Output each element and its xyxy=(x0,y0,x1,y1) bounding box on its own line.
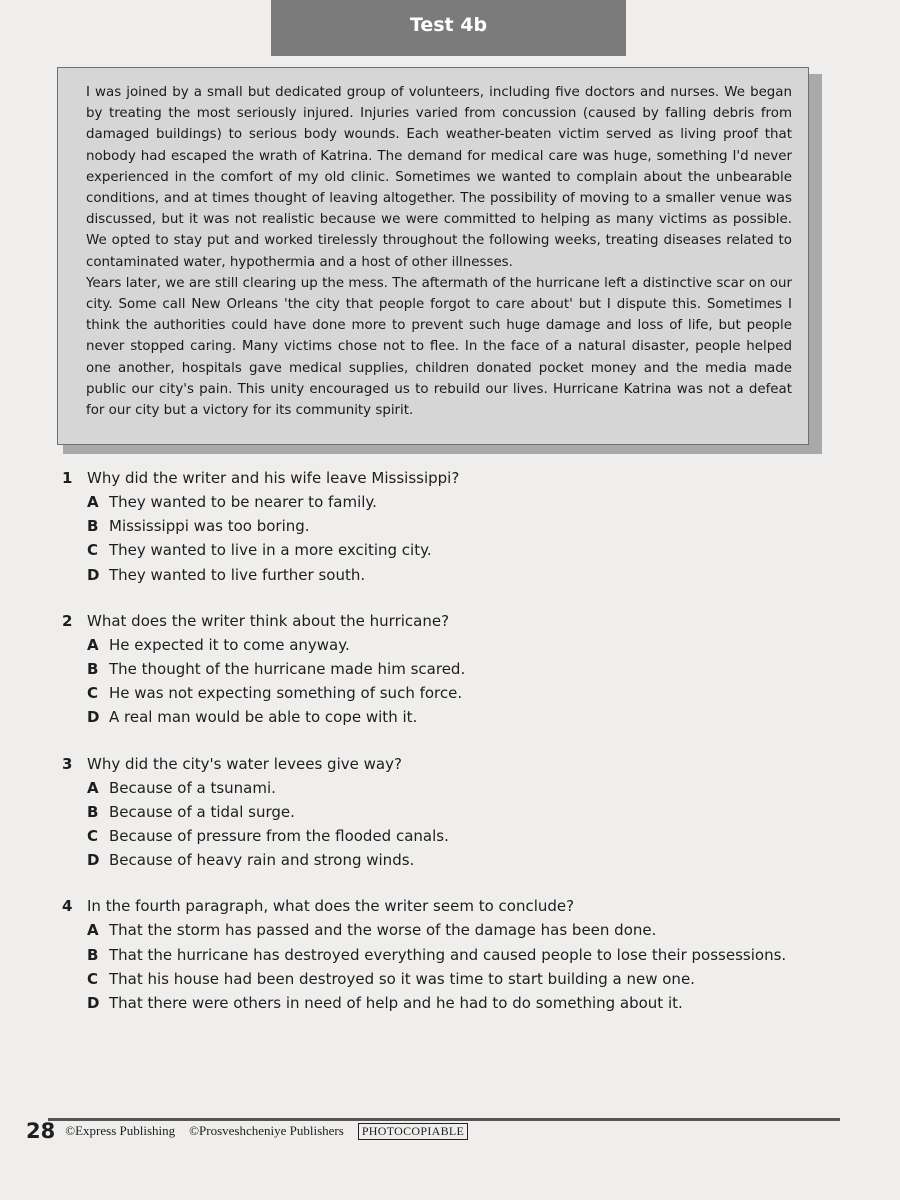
question-number: 4 xyxy=(62,897,73,916)
option-letter: D xyxy=(87,708,100,727)
question-3 xyxy=(62,752,842,873)
answer-option xyxy=(87,538,842,562)
answer-option xyxy=(87,490,842,514)
answer-option xyxy=(87,967,842,991)
answer-option xyxy=(87,776,842,800)
test-title: Test 4b xyxy=(409,14,488,36)
answer-option xyxy=(87,800,842,824)
option-text: Mississippi was too boring. xyxy=(109,517,310,536)
publisher-credit: ©Express Publishing xyxy=(65,1123,176,1138)
question-text: Why did the writer and his wife leave Mississippi? xyxy=(87,469,460,487)
publisher-credit: ©Prosveshcheniye Publishers xyxy=(189,1123,344,1138)
option-text: They wanted to be nearer to family. xyxy=(109,493,377,511)
page-number: 28 xyxy=(26,1119,56,1143)
option-text: Because of pressure from the flooded canals. xyxy=(109,827,449,846)
answer-option xyxy=(87,705,842,729)
option-letter: A xyxy=(87,778,99,797)
option-letter: C xyxy=(87,969,99,988)
option-letter: B xyxy=(87,945,99,964)
passage-paragraph: Years later, we are still clearing up the mess. The aftermath of the hurricane left a distinctive scar on our city. Some call New Orleans 'the city that people forgot to care about' but I dispute this. Sometimes I think the authorities could have done more to prevent such huge damage and loss of life, but people never stopped caring. Many victims chose not to flee. In the face of a natural disaster, people helped one another, hospitals gave medical supplies, children donated pocket money and the media made public our city's pain. This unity encouraged us to rebuild our lives. Hurricane Katrina was not a defeat for our city but a victory for its community spirit. xyxy=(86,275,792,419)
option-text: He expected it to come anyway. xyxy=(109,635,350,654)
question-list xyxy=(62,466,842,1037)
question-4 xyxy=(62,894,842,1015)
answer-option xyxy=(87,943,842,967)
option-text: Because of a tsunami. xyxy=(109,778,276,797)
answer-option xyxy=(87,824,842,848)
photocopiable-badge: PHOTOCOPIABLE xyxy=(358,1123,468,1140)
option-letter: A xyxy=(87,921,99,940)
option-text: They wanted to live in a more exciting city. xyxy=(109,541,432,560)
answer-option xyxy=(87,657,842,681)
option-text: That the hurricane has destroyed everything and caused people to lose their possessions. xyxy=(109,945,787,964)
question-text: Why did the city's water levees give way? xyxy=(87,754,402,773)
answer-option xyxy=(87,918,842,942)
answer-option xyxy=(87,514,842,538)
page-footer xyxy=(26,1119,468,1143)
option-letter: D xyxy=(87,994,100,1013)
option-text: That there were others in need of help and he had to do something about it. xyxy=(109,994,683,1013)
test-title-tab xyxy=(271,0,626,56)
option-letter: A xyxy=(87,493,99,511)
option-letter: C xyxy=(87,541,99,560)
passage-paragraph: I was joined by a small but dedicated group of volunteers, including five doctors and nurses. We began by treating the most seriously injured. Injuries varied from concussion (caused by falling debris from damaged buildings) to serious body wounds. Each weather-beaten victim served as living proof that nobody had escaped the wrath of Katrina. The demand for medical care was huge, something I'd never experienced in the comfort of my old clinic. Sometimes we wanted to complain about the unbearable conditions, and at times thought of leaving altogether. The possibility of moving to a smaller venue was discussed, but it was not realistic because we were committed to helping as many victims as possible. We opted to stay put and worked tirelessly throughout the following weeks, treating diseases related to contaminated water, hypothermia and a host of other illnesses. xyxy=(86,85,792,270)
question-number: 3 xyxy=(62,754,73,773)
option-letter: C xyxy=(87,684,99,703)
option-text: That his house had been destroyed so it was time to start building a new one. xyxy=(109,969,695,988)
reading-passage xyxy=(57,67,809,445)
answer-option xyxy=(87,991,842,1015)
option-text: A real man would be able to cope with it. xyxy=(109,708,418,727)
question-number: 1 xyxy=(62,469,73,487)
question-2 xyxy=(62,609,842,730)
answer-option xyxy=(87,633,842,657)
option-text: They wanted to live further south. xyxy=(109,565,366,584)
option-letter: B xyxy=(87,517,99,536)
option-letter: D xyxy=(87,851,100,870)
question-text: In the fourth paragraph, what does the writer seem to conclude? xyxy=(87,897,575,916)
option-text: He was not expecting something of such force. xyxy=(109,684,463,703)
question-number: 2 xyxy=(62,611,73,630)
option-text: The thought of the hurricane made him scared. xyxy=(109,660,466,679)
option-letter: A xyxy=(87,635,99,654)
option-letter: D xyxy=(87,565,100,584)
answer-option xyxy=(87,848,842,872)
answer-option xyxy=(87,563,842,587)
question-text: What does the writer think about the hurricane? xyxy=(87,611,450,630)
option-text: That the storm has passed and the worse of the damage has been done. xyxy=(109,921,657,940)
option-letter: B xyxy=(87,802,99,821)
option-letter: B xyxy=(87,660,99,679)
option-text: Because of heavy rain and strong winds. xyxy=(109,851,415,870)
answer-option xyxy=(87,681,842,705)
option-text: Because of a tidal surge. xyxy=(109,802,295,821)
option-letter: C xyxy=(87,827,99,846)
question-1 xyxy=(62,466,842,587)
